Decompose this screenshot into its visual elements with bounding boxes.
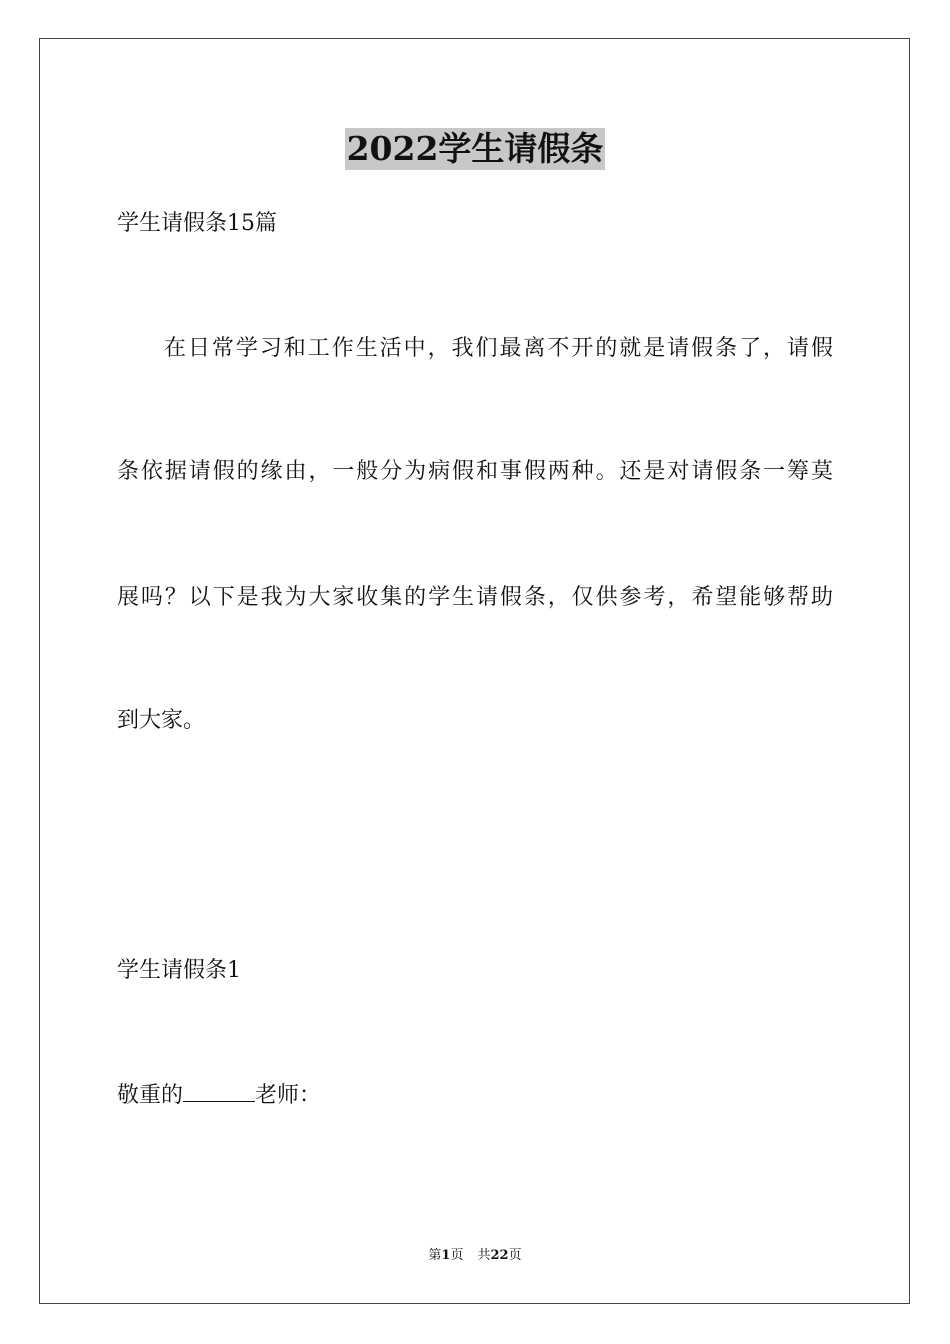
- page-footer: [0, 1247, 950, 1265]
- page-number: 1: [441, 1248, 451, 1263]
- document-subtitle: 学生请假条15篇: [117, 211, 277, 236]
- intro-line-1: 在日常学习和工作生活中，我们最离不开的就是请假条了，请假: [164, 336, 833, 361]
- intro-line-4: 到大家。: [117, 708, 206, 733]
- document-title: 2022学生请假条: [346, 129, 604, 168]
- section-heading: 学生请假条1: [117, 958, 241, 983]
- total-pages: 22: [490, 1248, 509, 1263]
- salutation-suffix: 老师：: [255, 1083, 322, 1108]
- page-prefix: 第: [428, 1248, 442, 1263]
- fill-in-blank: [183, 1083, 255, 1102]
- intro-line-3: 展吗？以下是我为大家收集的学生请假条，仅供参考，希望能够帮助: [117, 585, 833, 610]
- page-suffix: 页: [450, 1248, 464, 1263]
- salutation-prefix: 敬重的: [117, 1083, 184, 1108]
- total-suffix: 页: [508, 1248, 522, 1263]
- salutation: [117, 1081, 321, 1111]
- title-container: [0, 128, 950, 170]
- total-prefix: 共: [477, 1248, 491, 1263]
- intro-line-2: 条依据请假的缘由，一般分为病假和事假两种。还是对请假条一筹莫: [117, 459, 833, 484]
